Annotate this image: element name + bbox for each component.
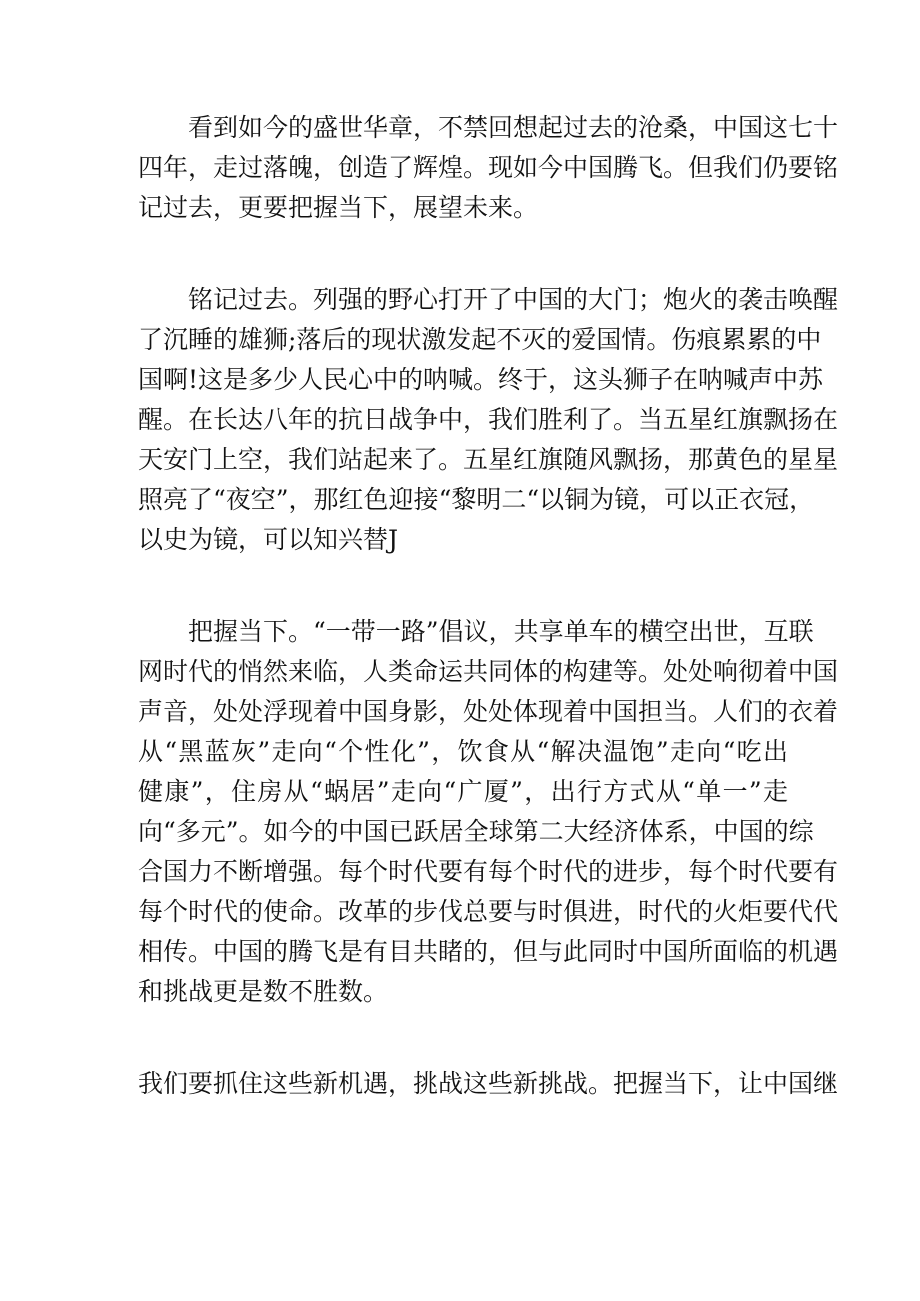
text-line: 健康”，住房从“蜗居”走向“广厦”，出行方式从“单一”走 (138, 777, 788, 806)
paragraph-intro (138, 108, 839, 228)
text-line: 以史为镜，可以知兴替J (138, 525, 399, 554)
text-line: 醒。在长达八年的抗日战争中，我们胜利了。当五星红旗飘扬在 (138, 405, 839, 434)
text-line: 四年，走过落魄，创造了辉煌。现如今中国腾飞。但我们仍要铭 (138, 153, 839, 182)
text-line: 看到如今的盛世华章，不禁回想起过去的沧桑，中国这七十 (188, 113, 839, 142)
paragraph-remember-past (138, 280, 839, 560)
paragraph-seize-present (138, 612, 839, 1012)
text-line: 合国力不断增强。每个时代要有每个时代的进步，每个时代要有 (138, 857, 839, 886)
text-line: 天安门上空，我们站起来了。五星红旗随风飘扬，那黄色的星星 (138, 445, 839, 474)
text-line: 我们要抓住这些新机遇，挑战这些新挑战。把握当下，让中国继 (138, 1069, 839, 1098)
text-line: 网时代的悄然来临，人类命运共同体的构建等。处处响彻着中国 (138, 657, 839, 686)
text-line: 从“黑蓝灰”走向“个性化”，饮食从“解决温饱”走向“吃出 (138, 737, 788, 766)
text-line: 向“多元”。如今的中国已跃居全球第二大经济体系，中国的综 (138, 817, 814, 846)
text-line: 声音，处处浮现着中国身影，处处体现着中国担当。人们的衣着 (138, 697, 839, 726)
text-line: 了沉睡的雄狮;落后的现状激发起不灭的爱国情。伤痕累累的中 (138, 325, 822, 354)
document-body (138, 108, 839, 1156)
text-line: 把握当下。“一带一路”倡议，共享单车的横空出世，互联 (188, 617, 814, 646)
text-line: 照亮了“夜空”，那红色迎接“黎明二“以铜为镜，可以正衣冠， (138, 485, 815, 514)
text-line: 国啊!这是多少人民心中的呐喊。终于，这头狮子在呐喊声中苏 (138, 365, 824, 394)
paragraph-opportunities (138, 1064, 839, 1104)
text-line: 铭记过去。列强的野心打开了中国的大门；炮火的袭击唤醒 (188, 285, 839, 314)
text-line: 和挑战更是数不胜数。 (138, 977, 389, 1006)
text-line: 每个时代的使命。改革的步伐总要与时俱进，时代的火炬要代代 (138, 897, 839, 926)
text-line: 记过去，更要把握当下，展望未来。 (138, 193, 539, 222)
text-line: 相传。中国的腾飞是有目共睹的，但与此同时中国所面临的机遇 (138, 937, 839, 966)
